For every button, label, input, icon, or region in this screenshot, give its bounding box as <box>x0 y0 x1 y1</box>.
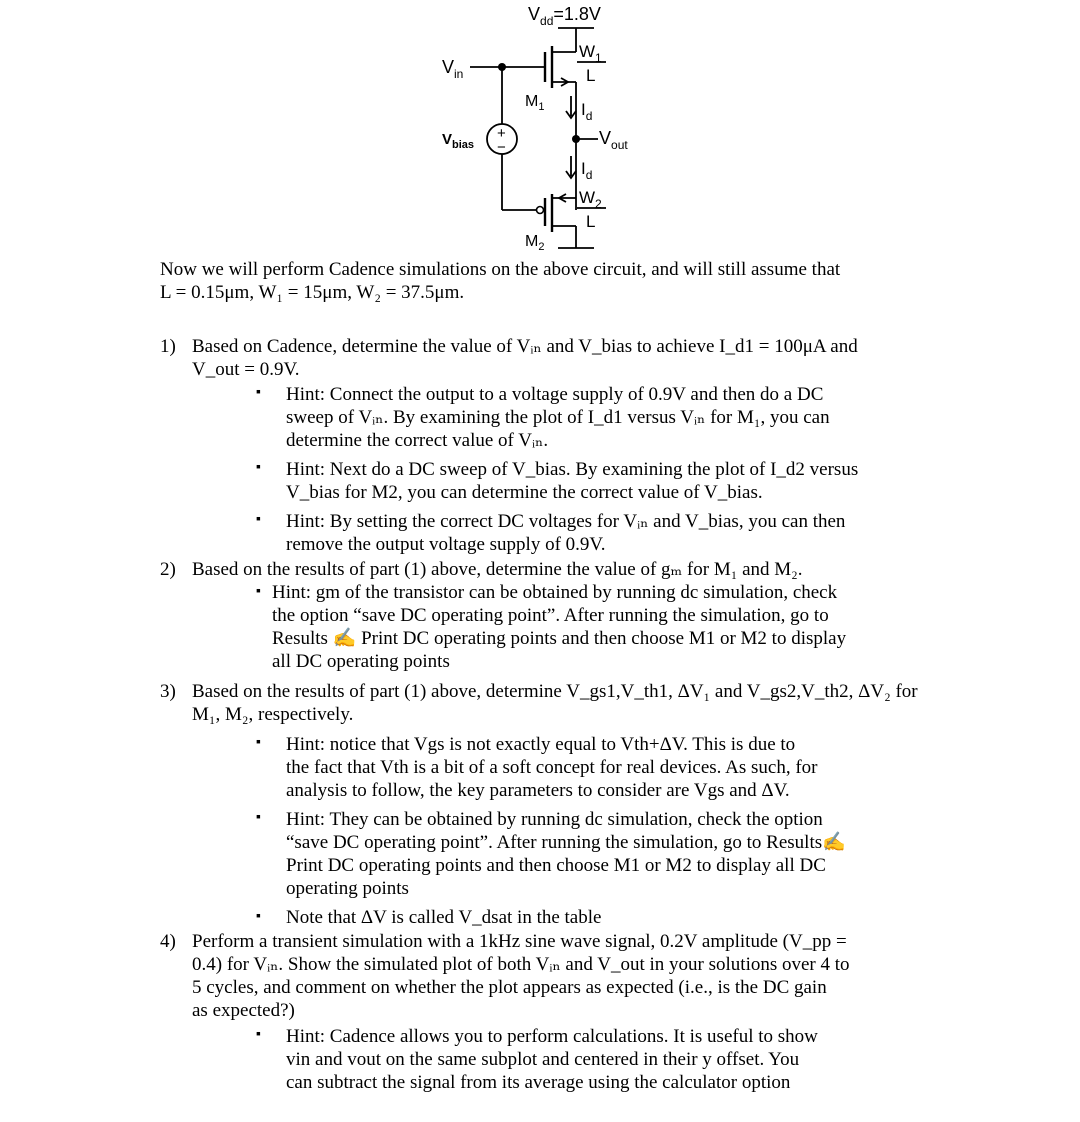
vout-node-dot <box>572 135 580 143</box>
m1-label: $M_1$ <box>525 93 545 113</box>
w2-label: $W_2$ <box>579 188 602 211</box>
bullet-icon: ▪ <box>256 1027 261 1042</box>
vin-label: $V_{in}$ <box>442 57 464 81</box>
hint: Hint: gm of the transistor can be obtained by running dc simulation, check the option “save DC operating point”. After running the simulation, go to Results ✍ Print DC operating points and then choose M1 or M2 to display all DC operating points <box>272 582 847 672</box>
question-number: 2) <box>160 559 176 580</box>
question-number: 3) <box>160 681 176 702</box>
circuit-schematic <box>0 0 1080 260</box>
hint: Hint: They can be obtained by running dc simulation, check the option “save DC operating point”. After running the simulation, go to Results✍ Print DC operating points and then choose M1 or M2 to display all DC operating points <box>286 809 846 899</box>
bullet-icon: ▪ <box>256 810 261 825</box>
bullet-icon: ▪ <box>256 512 261 527</box>
hint: Note that ΔV is called V_dsat in the table <box>286 907 602 928</box>
question-number: 1) <box>160 336 176 357</box>
question-text: Perform a transient simulation with a 1kHz sine wave signal, 0.2V amplitude (V_pp = 0.4) for Vᵢₙ. Show the simulated plot of both Vᵢₙ and V_out in your solutions over 4 to 5 cycles, and comment on whether the plot appears as expected (i.e., is the DC gain as expected?) <box>192 931 850 1021</box>
l1-label: L <box>586 66 596 85</box>
bullet-icon: ▪ <box>256 909 261 924</box>
question-text: Based on the results of part (1) above, determine the value of gₘ for M₁ and M₂. <box>192 559 803 580</box>
bullet-icon: ▪ <box>256 460 261 475</box>
hint: Hint: notice that Vgs is not exactly equal to Vth+ΔV. This is due to the fact that Vth is a bit of a soft concept for real devices. As such, for analysis to follow, the key parameters to consider are Vgs and ΔV. <box>286 734 818 801</box>
hint: Hint: Cadence allows you to perform calculations. It is useful to show vin and vout on the same subplot and centered in their y offset. You can subtract the signal from its average using the calculator option <box>286 1026 818 1093</box>
hint: Hint: By setting the correct DC voltages for Vᵢₙ and V_bias, you can then remove the output voltage supply of 0.9V. <box>286 511 846 555</box>
vdd-label: $V_{dd}=1.8V$ <box>528 4 601 28</box>
w1-label: $W_1$ <box>579 42 602 65</box>
vbias-label: $V_{bias}$ <box>442 131 475 151</box>
id-label-top: $I_d$ <box>581 100 593 123</box>
vin-node-dot <box>498 63 506 71</box>
intro-line: Now we will perform Cadence simulations on the above circuit, and will still assume that <box>160 259 841 280</box>
hint: Hint: Connect the output to a voltage supply of 0.9V and then do a DC sweep of Vᵢₙ. By examining the plot of I_d1 versus Vᵢₙ for M₁, you can determine the correct value of Vᵢₙ. <box>286 384 830 451</box>
question-text: Based on Cadence, determine the value of Vᵢₙ and V_bias to achieve I_d1 = 100μA and V_out = 0.9V. <box>192 336 858 380</box>
vbias-minus: − <box>497 139 506 156</box>
l2-label: L <box>586 212 596 231</box>
m2-label: $M_2$ <box>525 233 545 253</box>
vbias-plus: + <box>497 125 506 142</box>
intro-line: L = 0.15μm, W₁ = 15μm, W₂ = 37.5μm. <box>160 282 465 303</box>
m2-pmos-bubble <box>537 207 544 214</box>
hint: Hint: Next do a DC sweep of V_bias. By examining the plot of I_d2 versus V_bias for M2, you can determine the correct value of V_bias. <box>286 459 859 503</box>
question-text: Based on the results of part (1) above, determine V_gs1,V_th1, ΔV₁ and V_gs2,V_th2, ΔV₂ for M₁, M₂, respectively. <box>192 681 918 725</box>
intro-paragraph <box>160 258 950 304</box>
bullet-icon: ▪ <box>256 584 261 599</box>
bullet-icon: ▪ <box>256 385 261 400</box>
vout-label: $V_{out}$ <box>599 128 628 152</box>
question-number: 4) <box>160 931 176 952</box>
bullet-icon: ▪ <box>256 735 261 750</box>
id-label-bottom: $I_d$ <box>581 159 593 182</box>
